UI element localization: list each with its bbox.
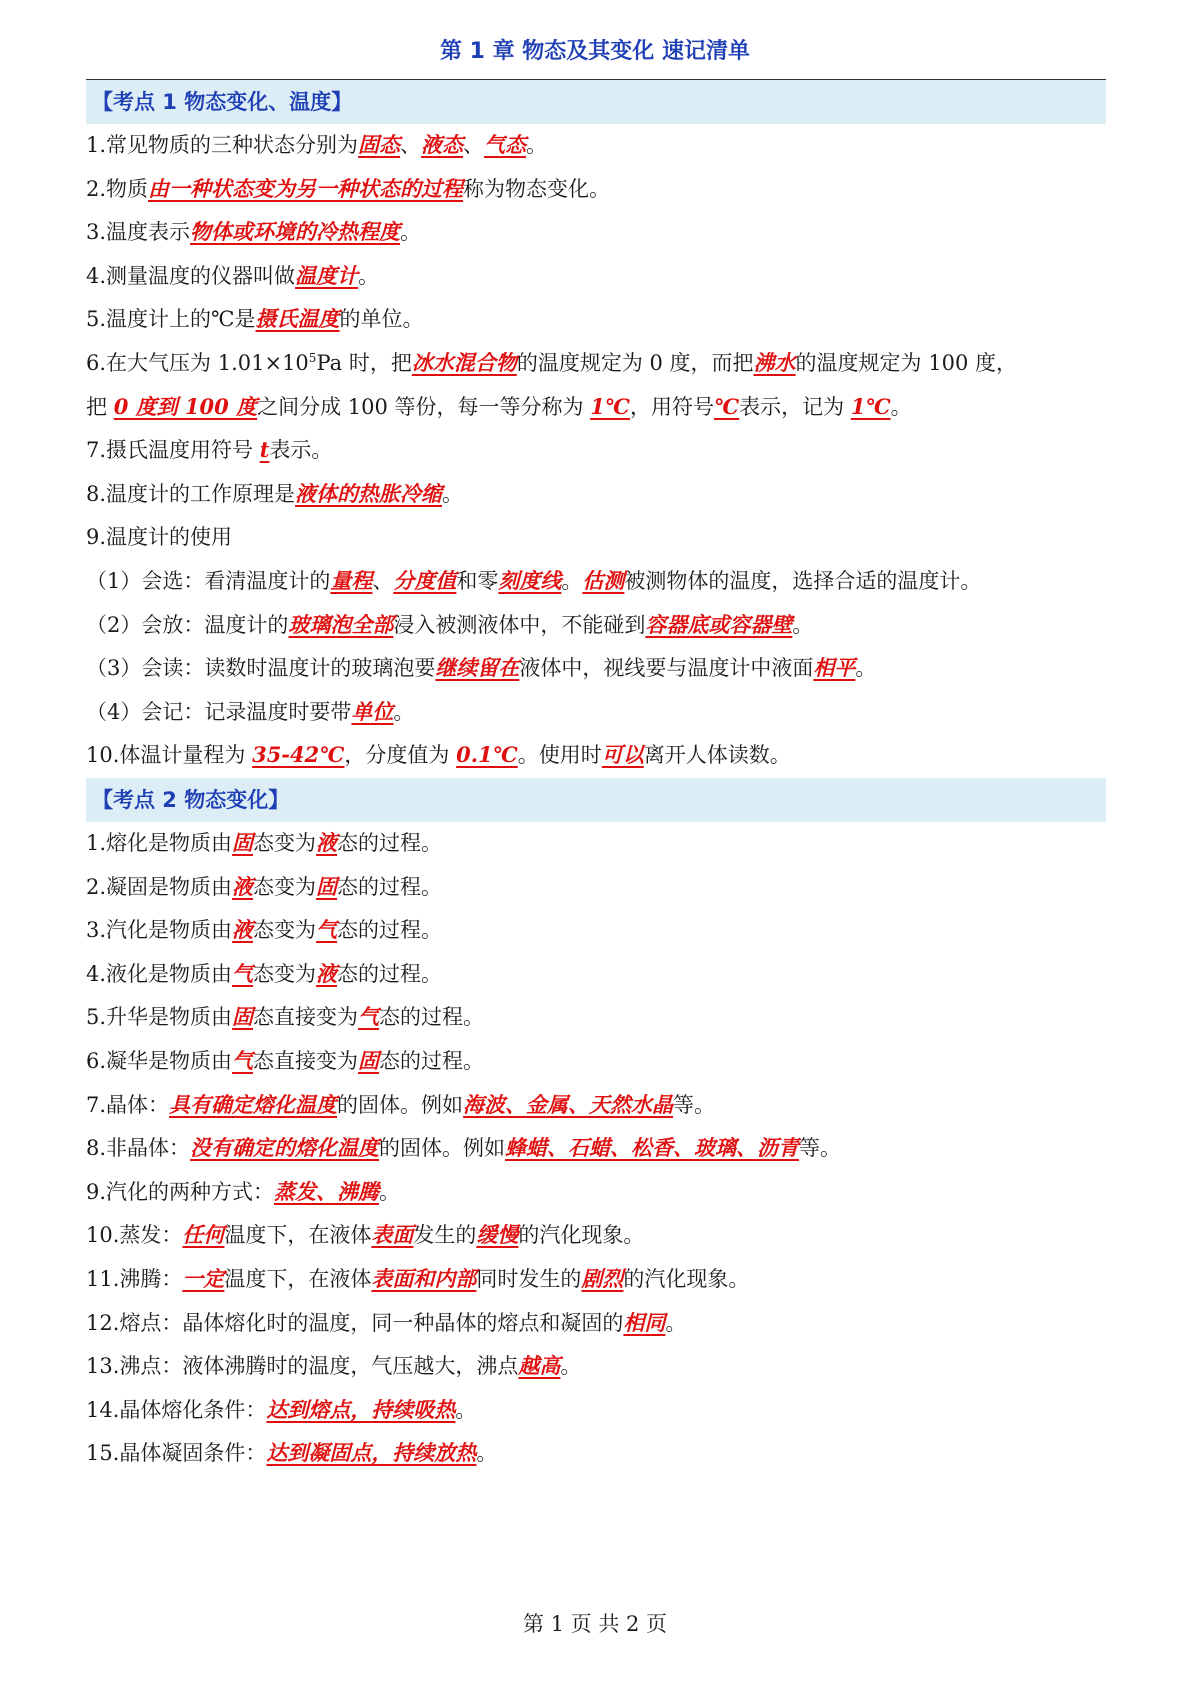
answer-key: 海波、金属、天然水晶 (463, 1091, 674, 1117)
text-segment: 等。 (673, 1092, 716, 1117)
text-segment: 13.沸点：液体沸腾时的温度，气压越大，沸点 (86, 1354, 519, 1379)
s2-item (86, 1172, 1116, 1212)
answer-key: 气态 (484, 132, 527, 157)
s1-item (86, 343, 1116, 383)
text-segment: 。使用时 (517, 743, 602, 768)
text-segment: 12.熔点：晶体熔化时的温度，同一种晶体的熔点和凝固的 (86, 1310, 624, 1335)
text-segment: 。 (379, 1179, 401, 1204)
text-segment: 称为物态变化。 (463, 176, 611, 201)
answer-key: 具有确定熔化温度 (169, 1091, 338, 1117)
text-segment: 的汽化现象。 (518, 1223, 645, 1248)
text-segment: 。 (561, 569, 583, 593)
text-segment: 温度下，在液体 (224, 1223, 372, 1248)
text-segment: 态变为 (253, 831, 317, 855)
text-segment: 15.晶体凝固条件： (86, 1441, 267, 1466)
answer-key: 表面和内部 (371, 1266, 477, 1291)
text-segment: 同时发生的 (476, 1267, 582, 1291)
text-segment: 4.液化是物质由 (86, 961, 233, 986)
s1-item (86, 517, 1116, 557)
text-segment: 表示。 (269, 438, 333, 463)
answer-key: 一定 (182, 1266, 225, 1291)
answer-key: 分度值 (393, 568, 457, 593)
answer-key: 估测 (582, 568, 625, 593)
text-segment: 、 (463, 133, 485, 157)
text-segment: 5.升华是物质由 (86, 1005, 233, 1030)
answer-key: 固 (316, 873, 338, 899)
answer-key: 摄氏温度 (255, 306, 340, 332)
s2-item (86, 1215, 1116, 1255)
answer-key: 单位 (351, 698, 394, 724)
text-segment: 发生的 (413, 1223, 477, 1248)
text-segment: 。 (442, 481, 464, 506)
answer-key: 固 (232, 830, 254, 855)
text-segment: 的温度规定为 0 度，而把 (516, 351, 754, 375)
text-segment: 的温度规定为 100 度， (795, 351, 1017, 375)
answer-key: 相平 (813, 655, 856, 681)
answer-key: ℃ (713, 393, 740, 419)
text-segment: ，分度值为 (344, 743, 457, 768)
answer-key: 表面 (371, 1222, 414, 1248)
s1-item (86, 605, 1116, 645)
s1-item (86, 692, 1116, 732)
s2-item (86, 910, 1116, 950)
text-segment: （4）会记：记录温度时要带 (86, 699, 352, 724)
answer-key: 液态 (421, 132, 464, 157)
answer-key: 1℃ (590, 393, 630, 419)
answer-key: 0 度到 100 度 (113, 393, 258, 419)
s1-item (86, 256, 1116, 296)
text-segment: 2.凝固是物质由 (86, 874, 233, 899)
s2-item (86, 1085, 1116, 1125)
text-segment: 态变为 (253, 874, 317, 899)
s2-item (86, 1346, 1116, 1386)
s2-item (86, 954, 1116, 994)
text-segment: 。 (393, 699, 415, 724)
text-segment: 4.测量温度的仪器叫做 (86, 263, 296, 288)
answer-key: 液 (316, 830, 338, 855)
page-title: 第 1 章 物态及其变化 速记清单 (440, 39, 750, 64)
text-segment: 。 (526, 133, 548, 157)
text-segment: 离开人体读数。 (643, 743, 791, 768)
answer-key: 冰水混合物 (411, 350, 517, 375)
answer-key: 蒸发、沸腾 (274, 1178, 380, 1204)
s2-item (86, 997, 1116, 1037)
answer-key: 缓慢 (476, 1222, 519, 1248)
text-segment: 。 (890, 394, 912, 419)
text-segment: 7.摄氏温度用符号 (86, 438, 260, 463)
text-segment: 态变为 (253, 961, 317, 986)
text-segment: 把 (86, 394, 114, 419)
s1-item (86, 125, 1116, 165)
s1-item (86, 474, 1116, 514)
text-segment: 的汽化现象。 (623, 1267, 750, 1291)
answer-key: 继续留在 (435, 655, 520, 681)
s1-item (86, 430, 1116, 470)
text-segment: 的单位。 (339, 307, 424, 332)
text-segment: 态直接变为 (253, 1005, 359, 1030)
answer-key: 气 (316, 917, 338, 943)
text-segment: 、 (372, 569, 394, 593)
answer-key: 由一种状态变为另一种状态的过程 (148, 175, 464, 201)
answer-key: 液 (316, 960, 338, 986)
text-segment: 6.凝华是物质由 (86, 1049, 233, 1073)
answer-key: 没有确定的熔化温度 (190, 1135, 380, 1161)
text-segment: 9.温度计的使用 (86, 525, 233, 550)
answer-key: 达到熔点，持续吸热 (266, 1396, 456, 1422)
text-segment: 。 (855, 656, 877, 681)
text-segment: 。 (792, 612, 814, 637)
text-segment: 。 (455, 1397, 477, 1422)
text-segment: 11.沸腾： (86, 1267, 183, 1291)
text-segment: 5.温度计上的℃是 (86, 307, 256, 332)
answer-key: 气 (358, 1004, 380, 1030)
text-segment: 7.晶体： (86, 1092, 170, 1117)
text-segment: 的固体。例如 (379, 1136, 506, 1161)
s1-item (86, 648, 1116, 688)
text-segment: 。 (665, 1310, 687, 1335)
s1-item (86, 169, 1116, 209)
text-segment: 10.蒸发： (86, 1223, 183, 1248)
text-segment: 之间分成 100 等份，每一等分称为 (257, 394, 591, 419)
s2-item (86, 1303, 1116, 1343)
answer-key: 固 (358, 1048, 380, 1073)
answer-key: 35-42℃ (252, 742, 345, 768)
answer-key: 刻度线 (498, 568, 562, 593)
text-segment: 的固体。例如 (337, 1092, 464, 1117)
answer-key: 固 (232, 1004, 254, 1030)
text-segment: 被测物体的温度，选择合适的温度计。 (624, 569, 982, 593)
section-header-2: 【考点 2 物态变化】 (86, 778, 1106, 822)
text-segment: 。 (400, 220, 422, 245)
answer-key: 0.1℃ (456, 742, 518, 768)
page-footer: 第 1 页 共 2 页 (522, 1612, 668, 1636)
text-segment: 态的过程。 (337, 961, 443, 986)
text-segment: 、 (400, 133, 422, 157)
text-segment: ，用符号 (629, 394, 714, 419)
text-segment: 态变为 (253, 918, 317, 943)
answer-key: 温度计 (295, 262, 359, 288)
answer-key: 物体或环境的冷热程度 (190, 219, 401, 245)
s1-item (86, 387, 1116, 427)
text-segment: 1.熔化是物质由 (86, 831, 233, 855)
answer-key: 1℃ (850, 393, 891, 419)
text-segment: 6.在大气压为 1.01×10 (86, 351, 309, 375)
answer-key: 液体的热胀冷缩 (295, 480, 443, 506)
text-segment: 3.汽化是物质由 (86, 918, 233, 943)
s2-item (86, 1259, 1116, 1299)
text-segment: 浸入被测液体中，不能碰到 (393, 612, 646, 637)
answer-key: 剧烈 (581, 1266, 624, 1291)
text-segment: 表示，记为 (739, 394, 851, 419)
text-segment: 9.汽化的两种方式： (86, 1179, 275, 1204)
text-segment: 态的过程。 (337, 874, 443, 899)
section-header-1: 【考点 1 物态变化、温度】 (86, 80, 1106, 124)
answer-key: 液 (232, 917, 254, 943)
text-segment: 14.晶体熔化条件： (86, 1397, 267, 1422)
answer-key: t (259, 437, 270, 463)
answer-key: 相同 (623, 1309, 666, 1335)
text-segment: 温度下，在液体 (224, 1267, 372, 1291)
answer-key: 越高 (518, 1353, 561, 1379)
s1-item (86, 299, 1116, 339)
answer-key: 量程 (330, 568, 373, 593)
text-segment: 态的过程。 (379, 1049, 485, 1073)
s2-item (86, 1390, 1116, 1430)
text-segment: Pa 时，把 (316, 351, 412, 375)
text-segment: 等。 (799, 1136, 842, 1161)
answer-key: 玻璃泡全部 (288, 611, 394, 637)
text-segment: 1.常见物质的三种状态分别为 (86, 133, 359, 157)
s2-item (86, 1041, 1116, 1081)
text-segment: 态的过程。 (337, 918, 443, 943)
s1-item (86, 561, 1116, 601)
answer-key: 可以 (601, 742, 644, 768)
text-segment: （1）会选：看清温度计的 (86, 569, 331, 593)
text-segment: 。 (560, 1354, 582, 1379)
answer-key: 气 (232, 1048, 254, 1073)
answer-key: 蜂蜡、石蜡、松香、玻璃、沥青 (505, 1135, 800, 1161)
text-segment: （2）会放：温度计的 (86, 612, 289, 637)
text-segment: 2.物质 (86, 176, 149, 201)
answer-key: 任何 (182, 1222, 225, 1248)
text-segment: （3）会读：读数时温度计的玻璃泡要 (86, 656, 436, 681)
s1-item (86, 212, 1116, 252)
answer-key: 沸水 (753, 350, 796, 375)
s1-item (86, 735, 1116, 775)
text-segment: 态的过程。 (379, 1005, 485, 1030)
s2-item (86, 823, 1116, 863)
text-segment: 。 (476, 1441, 498, 1466)
text-segment: 10.体温计量程为 (86, 743, 253, 768)
s2-item (86, 1128, 1116, 1168)
s2-item (86, 867, 1116, 907)
answer-key: 容器底或容器壁 (645, 611, 793, 637)
text-segment: 态的过程。 (337, 831, 443, 855)
text-segment: 。 (358, 263, 380, 288)
text-segment: 8.温度计的工作原理是 (86, 481, 296, 506)
superscript: 5 (308, 351, 317, 365)
text-segment: 液体中，视线要与温度计中液面 (519, 656, 814, 681)
text-segment: 和零 (456, 569, 499, 593)
text-segment: 态直接变为 (253, 1049, 359, 1073)
answer-key: 液 (232, 873, 254, 899)
answer-key: 气 (232, 960, 254, 986)
answer-key: 固态 (358, 132, 401, 157)
s2-item (86, 1433, 1116, 1473)
text-segment: 3.温度表示 (86, 220, 191, 245)
answer-key: 达到凝固点，持续放热 (266, 1440, 477, 1466)
text-segment: 8.非晶体： (86, 1136, 191, 1161)
